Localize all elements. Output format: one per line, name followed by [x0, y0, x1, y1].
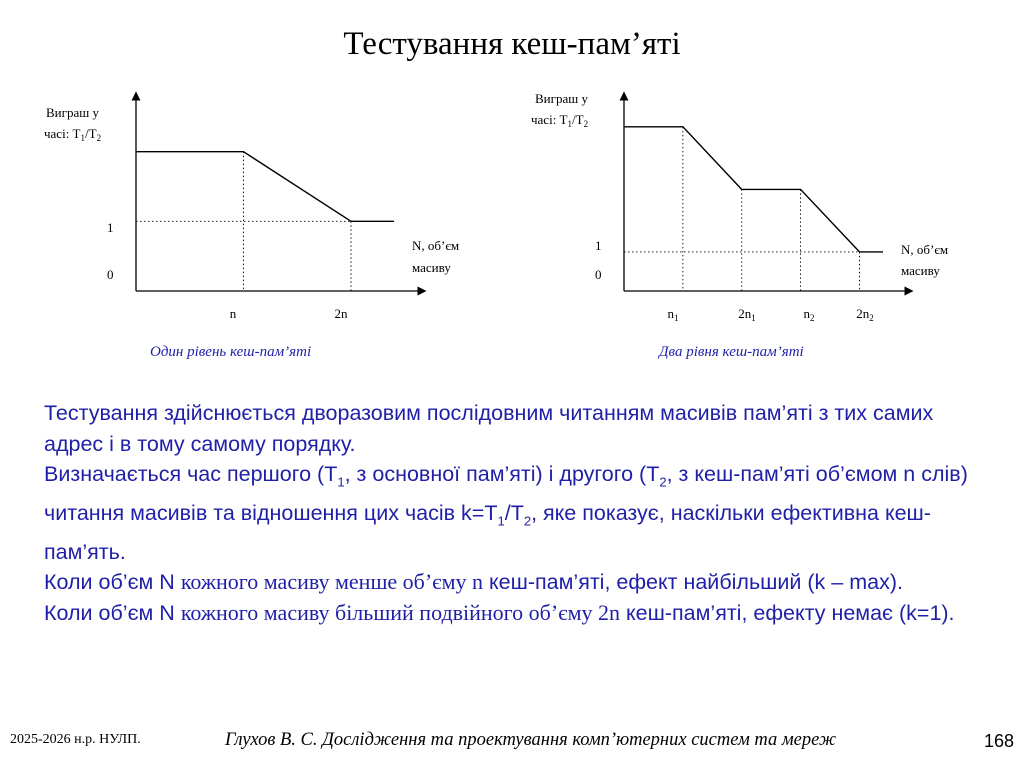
- body-paragraph-4: Коли об’єм N кожного масиву більший подвійного об’єму 2n кеш-пам’яті, ефекту немає (k=1).: [44, 599, 955, 625]
- x-tick-2n1: $2n_1$: [738, 306, 756, 323]
- slide-body: [44, 398, 984, 628]
- footer-year: 2025-2026 н.р. НУЛП.: [10, 732, 141, 747]
- chart-two-level-cache: [515, 80, 995, 380]
- caption-two-level: Два рівня кеш-пам’яті: [659, 344, 804, 360]
- chart-one-level-cache: [30, 80, 460, 380]
- y-tick-1: 1: [107, 220, 114, 235]
- y-axis-label-line2: часі: $T_1/T_2$: [531, 112, 589, 129]
- body-paragraph-3: Коли об’єм N кожного масиву менше об’єму n кеш-пам’яті, ефект найбільший (k – max).: [44, 569, 903, 595]
- x-tick-n1: $n_1$: [667, 306, 679, 323]
- caption-one-level: Один рівень кеш-пам’яті: [150, 344, 312, 360]
- series-line: [624, 127, 883, 252]
- x-axis-label-line1: N, об’єм: [412, 238, 460, 253]
- x-axis-label-line1: N, об’єм: [901, 242, 949, 257]
- series-line: [136, 152, 394, 222]
- body-paragraph-2: Визначається час першого ($T_1$, з основної пам’яті) і другого ($T_2$, з кеш-пам’яті об’ємом n слів) читання масивів та відношення цих часів $k=T_1/T_2$, яке показує, наскільки ефективна кеш-пам’ять.: [44, 462, 968, 564]
- y-tick-0: 0: [107, 267, 114, 282]
- y-axis-label-line2: часі: $T_1/T_2$: [44, 126, 102, 143]
- x-tick-2n: 2n: [334, 306, 348, 321]
- x-axis-label-line2: масиву: [901, 263, 940, 278]
- footer-author: Глухов В. С. Дослідження та проектування комп’ютерних систем та мереж: [225, 730, 837, 750]
- page-number: 168: [983, 731, 1014, 751]
- x-tick-n2: $n_2$: [803, 306, 815, 323]
- x-axis-label-line2: масиву: [412, 260, 451, 275]
- y-axis-label-line1: Виграш у: [46, 105, 99, 120]
- body-paragraph-1: Тестування здійснюється дворазовим послідовним читанням масивів пам’яті з тих самих адрес і в тому самому порядку.: [44, 401, 934, 456]
- y-tick-1: 1: [595, 238, 602, 253]
- y-tick-0: 0: [595, 267, 602, 282]
- slide-title: Тестування кеш-пам’яті: [343, 26, 681, 62]
- x-tick-2n2: $2n_2$: [856, 306, 874, 323]
- x-tick-n: n: [229, 306, 237, 321]
- y-axis-label-line1: Виграш у: [535, 91, 588, 106]
